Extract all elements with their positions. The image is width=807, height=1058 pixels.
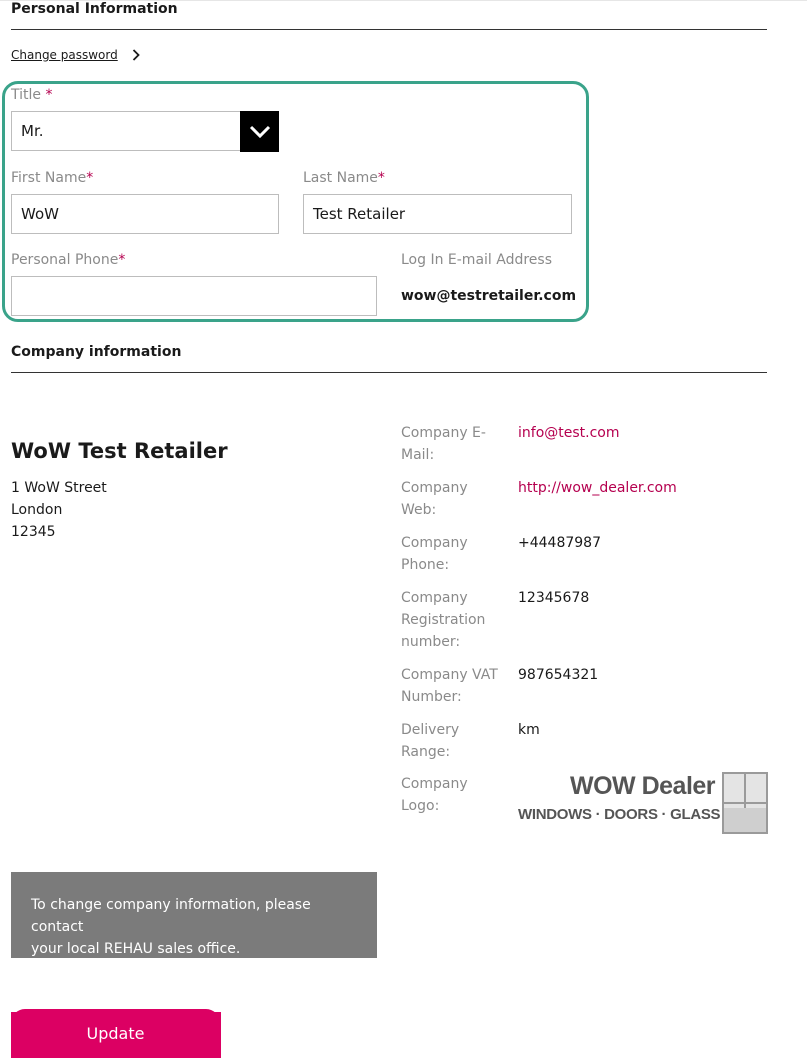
company-phone-label: Company Phone:: [401, 535, 468, 573]
company-email-link[interactable]: info@test.com: [518, 425, 620, 441]
last-name-field[interactable]: [303, 194, 572, 234]
company-detail-phone: [401, 532, 501, 576]
change-password-label[interactable]: Change password: [11, 48, 118, 62]
company-vat-label: Company VAT Number:: [401, 667, 498, 705]
logo-title: WOW Dealer: [570, 772, 716, 800]
first-name-value: WoW: [21, 205, 59, 223]
address-line: 12345: [11, 524, 56, 540]
personal-phone-field[interactable]: [11, 276, 377, 316]
last-name-label: Last Name*: [303, 170, 385, 186]
company-info-divider: [11, 372, 767, 373]
first-name-field[interactable]: [11, 194, 279, 234]
company-detail-logo: [401, 773, 501, 817]
company-name: WoW Test Retailer: [11, 439, 228, 463]
company-detail-email: [401, 422, 501, 466]
personal-info-divider: [11, 29, 767, 30]
title-label: Title *: [11, 87, 53, 103]
login-email-label: Log In E-mail Address: [401, 252, 553, 268]
company-detail-registration: [401, 587, 501, 653]
notice-line: your local REHAU sales office.: [31, 941, 241, 957]
address-line: London: [11, 502, 63, 518]
update-button[interactable]: [11, 1009, 220, 1057]
delivery-range-label: Delivery Range:: [401, 722, 460, 760]
company-email-label: Company E- Mail:: [401, 425, 486, 463]
title-select-value: Mr.: [21, 122, 44, 140]
company-address: [11, 477, 107, 543]
last-name-value: Test Retailer: [313, 205, 406, 223]
company-detail-web: [401, 477, 501, 521]
company-web-label: Company Web:: [401, 480, 468, 518]
personal-info-heading: Personal Information: [11, 1, 178, 17]
company-logo-image: [518, 772, 768, 834]
first-name-label: First Name*: [11, 170, 94, 186]
personal-phone-label: Personal Phone*: [11, 252, 126, 268]
company-registration-value: 12345678: [518, 590, 590, 606]
login-email-value: wow@testretailer.com: [401, 288, 577, 304]
title-dropdown-button[interactable]: [240, 111, 279, 152]
company-vat-value: 987654321: [518, 667, 599, 683]
address-line: 1 WoW Street: [11, 480, 107, 496]
update-button-label: Update: [86, 1023, 145, 1043]
logo-tagline: WINDOWS · DOORS · GLASS: [518, 806, 721, 823]
company-registration-label: Company Registration number:: [401, 590, 486, 650]
chevron-right-icon: [132, 49, 140, 61]
notice-line: To change company information, please contact: [31, 897, 311, 935]
company-logo-label: Company Logo:: [401, 776, 468, 814]
company-info-notice: [11, 872, 377, 958]
chevron-down-icon: [249, 125, 271, 139]
company-detail-vat: [401, 664, 501, 708]
title-select[interactable]: [11, 111, 241, 151]
delivery-range-value: km: [518, 722, 540, 738]
company-detail-delivery: [401, 719, 501, 763]
company-web-link[interactable]: http://wow_dealer.com: [518, 480, 677, 496]
change-password-link[interactable]: [11, 48, 140, 62]
company-phone-value: +44487987: [518, 535, 601, 551]
window-logo-icon: [722, 772, 768, 834]
company-info-heading: Company information: [11, 344, 182, 360]
